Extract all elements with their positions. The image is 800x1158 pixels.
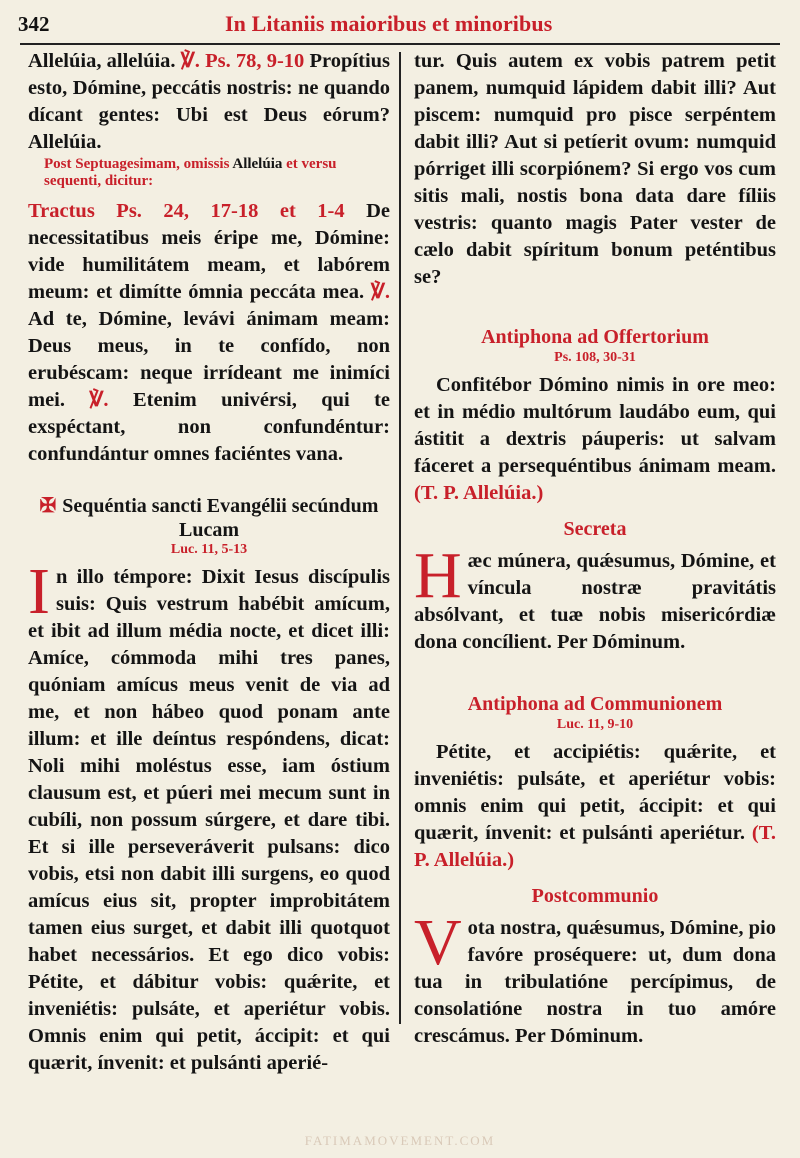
alleluia-block	[28, 48, 390, 156]
postcommunion-title: Postcommunio	[531, 885, 659, 907]
secret-text: æc múnera, quǽsumus, Dómine, et víncula nostræ pravitátis absólvant, et tuæ nobis misericórdiæ dona concílient. Per Dóminum.	[414, 550, 776, 653]
offertory-tp: (T. P. Allelúia.)	[414, 482, 544, 504]
gospel-text: n illo témpore: Dixit Iesus discípulis suis: Quis vestrum habébit amícum, et ibit ad illum média nocte, et dicet illi: Amíce, cómmoda mihi tres panes, quóniam amícus meus venit de via ad me, et non hábeo quod ponam ante illum: et ille deíntus respóndens, dicat: Noli mihi moléstus esse, iam óstium clausum est, et púeri mei mecum sunt in cubíli, non possum súrgere, et dare tibi. Et si ille perseveráverit pulsans: dico vobis, etsi non dabit illi surgens, eo quod amícus eius sit, propter improbitátem tamen eius surget, et dabit illi quotquot habet necessários. Et ego dico vobis: Pétite, et dábitur vobis: quǽrite, et inveniétis: pulsáte, et aperiétur vobis. Omnis enim qui petit, áccipit: et qui quærit, ínvenit: et pulsánti aperié-	[28, 566, 390, 1074]
running-title: In Litaniis maioribus et minoribus	[225, 11, 553, 36]
secret-block	[414, 539, 776, 656]
rubric-part-3: et versu sequenti, dicitur:	[44, 156, 337, 189]
tractus-text-3: Etenim univérsi, qui te exspéctant, non confundéntur: confundántur omnes faciéntes vana.	[28, 389, 391, 465]
tractus-block	[28, 198, 390, 468]
communion-text: Pétite, et accipiétis: quǽrite, et inveniétis: pulsáte, et aperiétur vobis: omnis enim qui petit, áccipit: et qui quærit, ínvenit: et pulsánti aperiétur.	[414, 741, 776, 844]
offertory-text: Confitébor Dómino nimis in ore meo: et in médio multórum laudábo eum, qui ástitit a dextris páuperis: ut salvam fáceret a persequéntibus ánimam meam.	[414, 374, 776, 477]
secret-title: Secreta	[563, 518, 627, 540]
gospel-ref: Luc. 11, 5-13	[170, 542, 248, 557]
postcommunion-text: ota nostra, quǽsumus, Dómine, pio favóre proséquere: ut, dum dona tua in tribulatióne percípimus, de consolatióne nostra in tuo amóre crescámus. Per Dóminum.	[414, 917, 776, 1047]
communion-block	[414, 739, 776, 874]
postcommunion-initial: V	[414, 906, 462, 979]
tractus-text-2: Ad te, Dómine, levávi ánimam meam: Deus meus, in te confído, non erubéscam: neque irrídeant me inimíci mei.	[28, 308, 390, 411]
offertory-title: Antiphona ad Offertorium	[481, 326, 709, 348]
alleluia-verse-text: Propítius esto, Dómine, peccátis nostris: ne quando dícant gentes: Ubi est Deus eórum? Allelúia.	[28, 50, 391, 153]
cross-icon: ✠	[39, 495, 57, 517]
alleluia-text: Allelúia, allelúia.	[28, 50, 176, 72]
tractus-ref: Tractus Ps. 24, 17-18 et 1-4	[28, 200, 345, 222]
offertory-ref: Ps. 108, 30-31	[554, 350, 636, 365]
tractus-versicle-2: ℣.	[89, 389, 109, 411]
rubric-part-1: Post Septuagesimam, omissis	[44, 156, 230, 172]
rubric-note	[44, 156, 390, 190]
tractus-versicle-1: ℣.	[370, 281, 390, 303]
page-number: 342	[18, 12, 50, 36]
alleluia-verse-ref: ℣. Ps. 78, 9-10	[180, 50, 305, 72]
gospel-text-block	[28, 555, 390, 1077]
postcommunion-block	[414, 906, 776, 1050]
left-column	[28, 48, 390, 1077]
communion-tp: (T. P. Allelúia.)	[414, 822, 777, 871]
page-header	[12, 10, 782, 44]
column-separator	[399, 52, 401, 1024]
gospel-initial: I	[28, 555, 50, 628]
gospel-heading	[28, 494, 390, 542]
communion-ref: Luc. 11, 9-10	[556, 717, 634, 732]
header-rule	[20, 43, 780, 45]
secret-initial: H	[414, 539, 462, 612]
right-column	[414, 48, 776, 1050]
tractus-text-1: De necessitatibus meis éripe me, Dómine: vide humilitátem meam, et labórem meum: et dimítte ómnia peccáta mea.	[28, 200, 391, 303]
gospel-continued: tur. Quis autem ex vobis patrem petit panem, numquid lápidem dabit illi? Aut piscem: numquid pro pisce serpéntem dabit illi? Aut si petíerit ovum: numquid pórriget illi scorpiónem? Si ergo vos cum sitis mali, nostis bona data dare fíliis vestris: quanto magis Pater vester de cælo dabit spíritum bonum peténtibus se?	[414, 50, 776, 288]
rubric-part-2: Allelúia	[232, 156, 283, 172]
gospel-title: Sequéntia sancti Evangélii secúndum Lucam	[62, 495, 379, 541]
offertory-block	[414, 372, 776, 507]
communion-title: Antiphona ad Communionem	[467, 693, 723, 715]
watermark: FATIMAMOVEMENT.COM	[304, 1133, 496, 1148]
